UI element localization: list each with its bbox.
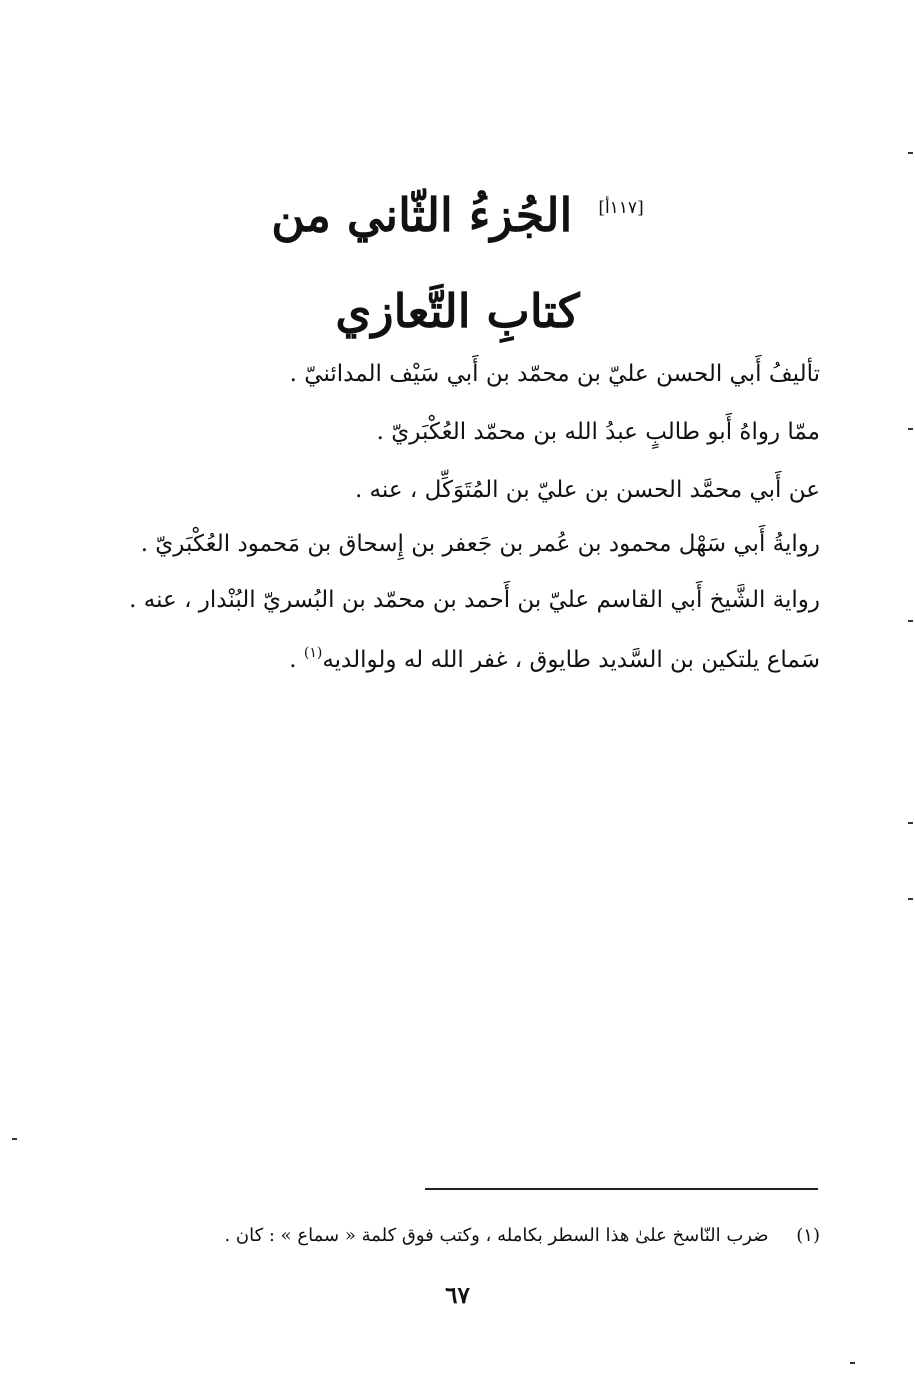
paragraph-authorship: تأليفُ أَبي الحسن عليّ بن محمّد بن أَبي سَيْف المدائنيّ . (289, 361, 820, 387)
folio-marker: [١١٧أ] (598, 198, 644, 218)
edge-mark (850, 1362, 855, 1364)
edge-mark (908, 428, 913, 430)
edge-mark (12, 1138, 17, 1140)
footnote-text: ضرب النّاسخ علىٰ هذا السطر بكامله ، وكتب فوق كلمة « سماع » : كان . (224, 1225, 769, 1246)
page-number: ٦٧ (445, 1282, 470, 1309)
title-part-1: الجُزءُ الثّاني من (271, 188, 573, 242)
paragraph-riwaya-2: رواية الشَّيخ أَبي القاسم عليّ بن أَحمد بن محمّد بن البُسريّ البُنْدار ، عنه . (129, 587, 820, 613)
edge-mark (908, 620, 913, 622)
footnote-number: (١) (796, 1225, 820, 1246)
samaa-end: . (289, 647, 304, 673)
paragraph-narration: ممّا رواهُ أَبو طالبٍ عبدُ الله بن محمّد العُكْبَريّ . (376, 419, 820, 445)
footnote-reference: (١) (303, 645, 323, 661)
footnote-divider (425, 1188, 818, 1190)
paragraph-riwaya-1: روايةُ أَبي سَهْل محمود بن عُمر بن جَعفر بن إِسحاق بن مَحمود العُكْبَريّ . (140, 531, 820, 557)
edge-mark (908, 898, 913, 900)
edge-mark (908, 822, 913, 824)
footnote (70, 1222, 820, 1250)
title-line-2: كتابِ التَّعازي (335, 284, 580, 338)
paragraph-samaa (70, 631, 820, 689)
title-line-1 (0, 160, 915, 263)
samaa-text: سَماع يلتكين بن السَّديد طايوق ، غفر الله له ولوالديه (322, 647, 820, 673)
edge-mark (908, 152, 913, 154)
body-text (70, 345, 820, 689)
paragraph-source: عن أَبي محمَّد الحسن بن عليّ بن المُتَوَكِّل ، عنه . (354, 477, 820, 503)
title-block (0, 160, 915, 359)
